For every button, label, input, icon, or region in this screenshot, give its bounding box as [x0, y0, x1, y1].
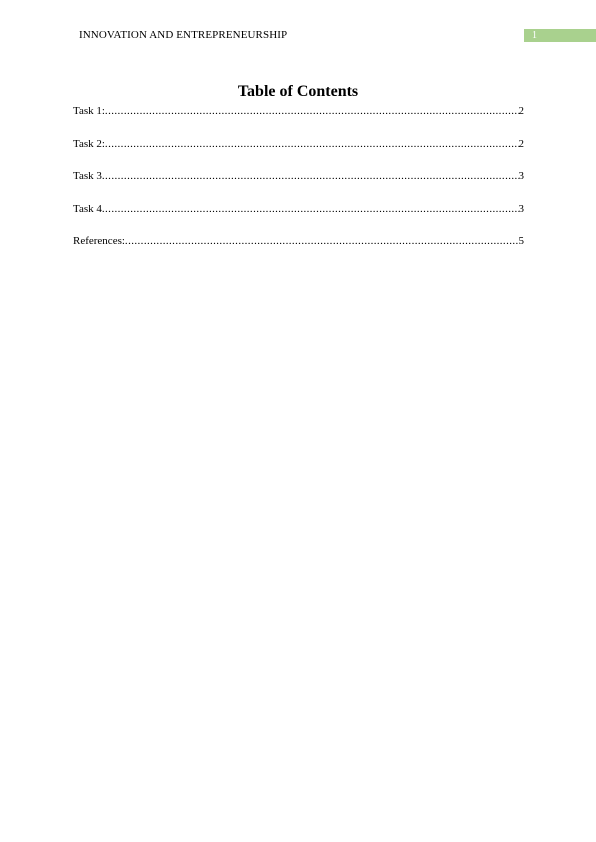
- toc-list: [73, 104, 524, 267]
- toc-entry-task-4[interactable]: [73, 202, 524, 235]
- toc-dot-leader: [102, 169, 519, 183]
- toc-entry-task-1[interactable]: [73, 104, 524, 137]
- toc-entry-label: Task 3: [73, 170, 102, 182]
- toc-entry-page: 5: [518, 235, 524, 247]
- toc-entry-page: 3: [518, 202, 524, 215]
- toc-dot-leader: [105, 137, 519, 151]
- page-number-badge: [524, 29, 596, 42]
- toc-entry-references[interactable]: [73, 234, 524, 267]
- toc-entry-page: 2: [518, 137, 524, 150]
- toc-dot-leader: [125, 234, 519, 248]
- running-header-title: INNOVATION AND ENTREPRENEURSHIP: [79, 29, 288, 41]
- toc-dot-leader: [102, 202, 519, 216]
- toc-entry-page: 3: [518, 170, 524, 182]
- toc-entry-task-2[interactable]: [73, 137, 524, 170]
- toc-entry-label: Task 1:: [73, 105, 105, 117]
- toc-dot-leader: [105, 104, 519, 118]
- toc-entry-task-3[interactable]: [73, 169, 524, 202]
- page-number: 1: [532, 30, 537, 41]
- toc-entry-label: Task 4: [73, 202, 102, 215]
- toc-entry-label: References:: [73, 235, 125, 247]
- toc-heading: Table of Contents: [237, 83, 359, 100]
- toc-entry-page: 2: [518, 105, 524, 117]
- toc-entry-label: Task 2:: [73, 137, 105, 150]
